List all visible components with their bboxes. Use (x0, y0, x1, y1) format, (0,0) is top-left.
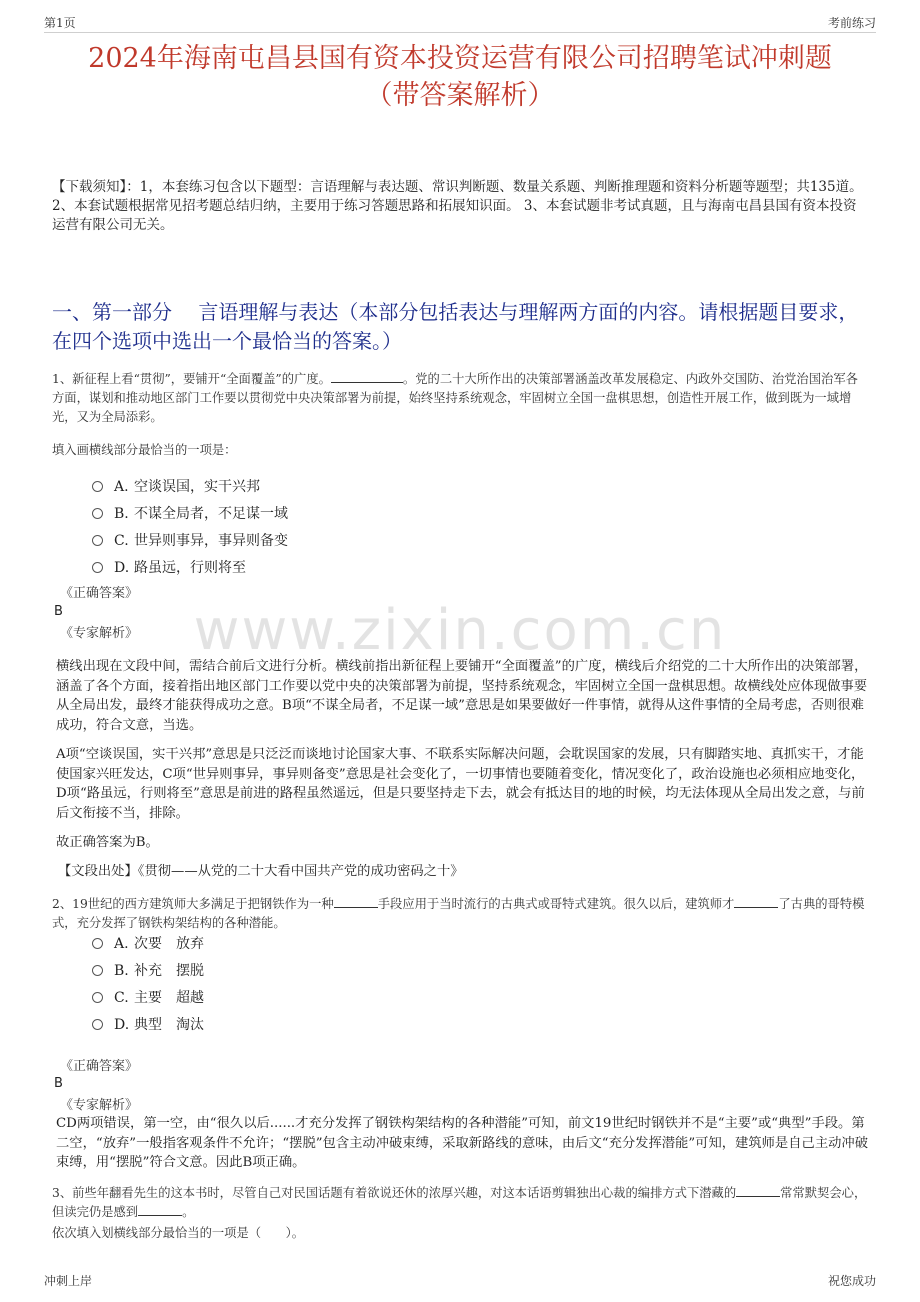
header-label: 考前练习 (827, 16, 876, 30)
question-3-text: 3、前些年翻看先生的这本书时，尽管自己对民国话题有着欲说还休的浓厚兴趣，对这本话语剪辑独出心裁的编排方式下潜藏的 常常默契会心，但读完仍是感到 。 (52, 1186, 867, 1219)
passage-source: 【文段出处】《贯彻——从党的二十大看中国共产党的成功密码之十》 (58, 864, 464, 879)
answer-blank (736, 1196, 780, 1197)
watermark: www.zixin.com.cn (193, 598, 727, 663)
answer-blank (334, 907, 378, 908)
document-title (40, 40, 880, 114)
question-1-prompt: 填入画横线部分最恰当的一项是： (52, 443, 237, 457)
answer-value: B (54, 1076, 63, 1091)
analysis-conclusion: 故正确答案为B。 (56, 835, 159, 850)
answer-blank (138, 1215, 182, 1216)
answer-label: 《正确答案》 (60, 1059, 139, 1074)
download-notice: 【下载须知】：1，本套练习包含以下题型：言语理解与表达题、常识判断题、数量关系题、判断推理题和资料分析题等题型；共135道。 2、本套试题根据常见招考题总结归纳，主要用于练习答题思路和拓展知识面。 3、本套试题非考试真题，且与海南屯昌县国有资本投资运营有限公司无关。 (52, 179, 863, 233)
question-2-analysis: CD两项错误，第一空，由“很久以后......才充分发挥了钢铁构架结构的各种潜能”可知，前文19世纪时钢铁并不是“主要”或“典型”手段。第二空，“放弃”一般指客观条件不允许；“摆脱”包含主动冲破束缚，采取新路线的意味，由后文“充分发挥潜能”可知，建筑师是自己主动冲破束缚，用“摆脱”符合文意。因此B项正确。 (56, 1116, 869, 1170)
analysis-paragraph: 横线出现在文段中间，需结合前后文进行分析。横线前指出新征程上要铺开“全面覆盖”的广度，横线后介绍党的二十大所作出的决策部署，涵盖了各个方面，接着指出地区部门工作要以党中央的决策部署为前提，坚持系统观念，牢固树立全国一盘棋思想。故横线处应体现做事要从全局出发，最终才能获得成功之意。B项“不谋全局者，不足谋一域”意思是如果要做好一件事情，就得从这件事情的全局考虑，否则很难成功，符合文意，当选。 (56, 659, 868, 733)
question-3-prompt: 依次填入划横线部分最恰当的一项是（ ）。 (52, 1226, 305, 1240)
radio-icon[interactable] (92, 992, 103, 1003)
radio-icon[interactable] (92, 508, 103, 519)
radio-icon[interactable] (92, 481, 103, 492)
radio-icon[interactable] (92, 562, 103, 573)
question-1-text: 1、新征程上看“贯彻”，要铺开“全面覆盖”的广度。 。党的二十大所作出的决策部署涵盖改革发展稳定、内政外交国防、治党治国治军各方面，谋划和推动地区部门工作要以贯彻党中央决策部署为前提，始终坚持系统观念，牢固树立全国一盘棋思想，创造性开展工作，做到既为一域增光，又为全局添彩。 (52, 372, 858, 424)
radio-icon[interactable] (92, 535, 103, 546)
footer-left: 冲刺上岸 (44, 1274, 93, 1288)
footer-right: 祝您成功 (827, 1274, 876, 1288)
analysis-label: 《专家解析》 (60, 626, 139, 641)
answer-blank (331, 382, 403, 383)
page-header (44, 12, 876, 33)
answer-blank (734, 907, 778, 908)
page-number: 第1页 (44, 16, 76, 30)
option-c[interactable]: C. 主要 超越 (92, 985, 204, 1012)
option-b[interactable]: B. 补充 摆脱 (92, 958, 204, 985)
option-d[interactable]: D. 路虽远，行则将至 (92, 555, 288, 582)
option-a[interactable]: A. 空谈误国，实干兴邦 (92, 474, 288, 501)
question-1-analysis (56, 657, 868, 853)
option-a[interactable]: A. 次要 放弃 (92, 931, 204, 958)
answer-label: 《正确答案》 (60, 586, 139, 601)
title-line-1: 2024年海南屯昌县国有资本投资运营有限公司招聘笔试冲刺题 (88, 43, 832, 74)
question-2-options (92, 931, 204, 1039)
radio-icon[interactable] (92, 965, 103, 976)
title-line-2: （带答案解析） (365, 80, 555, 111)
option-c[interactable]: C. 世异则事异，事异则备变 (92, 528, 288, 555)
radio-icon[interactable] (92, 1019, 103, 1030)
radio-icon[interactable] (92, 938, 103, 949)
question-2-text: 2、19世纪的西方建筑师大多满足于把钢铁作为一种 手段应用于当时流行的古典式或哥特式建筑。很久以后，建筑师才 了古典的哥特模式，充分发挥了钢铁构架结构的各种潜能。 (52, 897, 865, 930)
option-b[interactable]: B. 不谋全局者，不足谋一域 (92, 501, 288, 528)
question-1-options (92, 474, 288, 582)
section-heading: 一、第一部分 言语理解与表达（本部分包括表达与理解两方面的内容。请根据题目要求，在四个选项中选出一个最恰当的答案。） (52, 300, 859, 353)
analysis-label: 《专家解析》 (60, 1098, 139, 1113)
answer-value: B (54, 604, 63, 619)
analysis-paragraph: A项“空谈误国，实干兴邦”意思是只泛泛而谈地讨论国家大事、不联系实际解决问题，会耽误国家的发展，只有脚踏实地、真抓实干，才能使国家兴旺发达，C项“世异则事异，事异则备变”意思是社会变化了，一切事情也要随着变化，情况变化了，政治设施也必须相应地变化，D项“路虽远，行则将至”意思是前进的路程虽然遥远，但是只要坚持走下去，就会有抵达目的地的时候，均无法体现从全局出发之意，与前后文衔接不当，排除。 (56, 747, 865, 821)
option-d[interactable]: D. 典型 淘汰 (92, 1012, 204, 1039)
